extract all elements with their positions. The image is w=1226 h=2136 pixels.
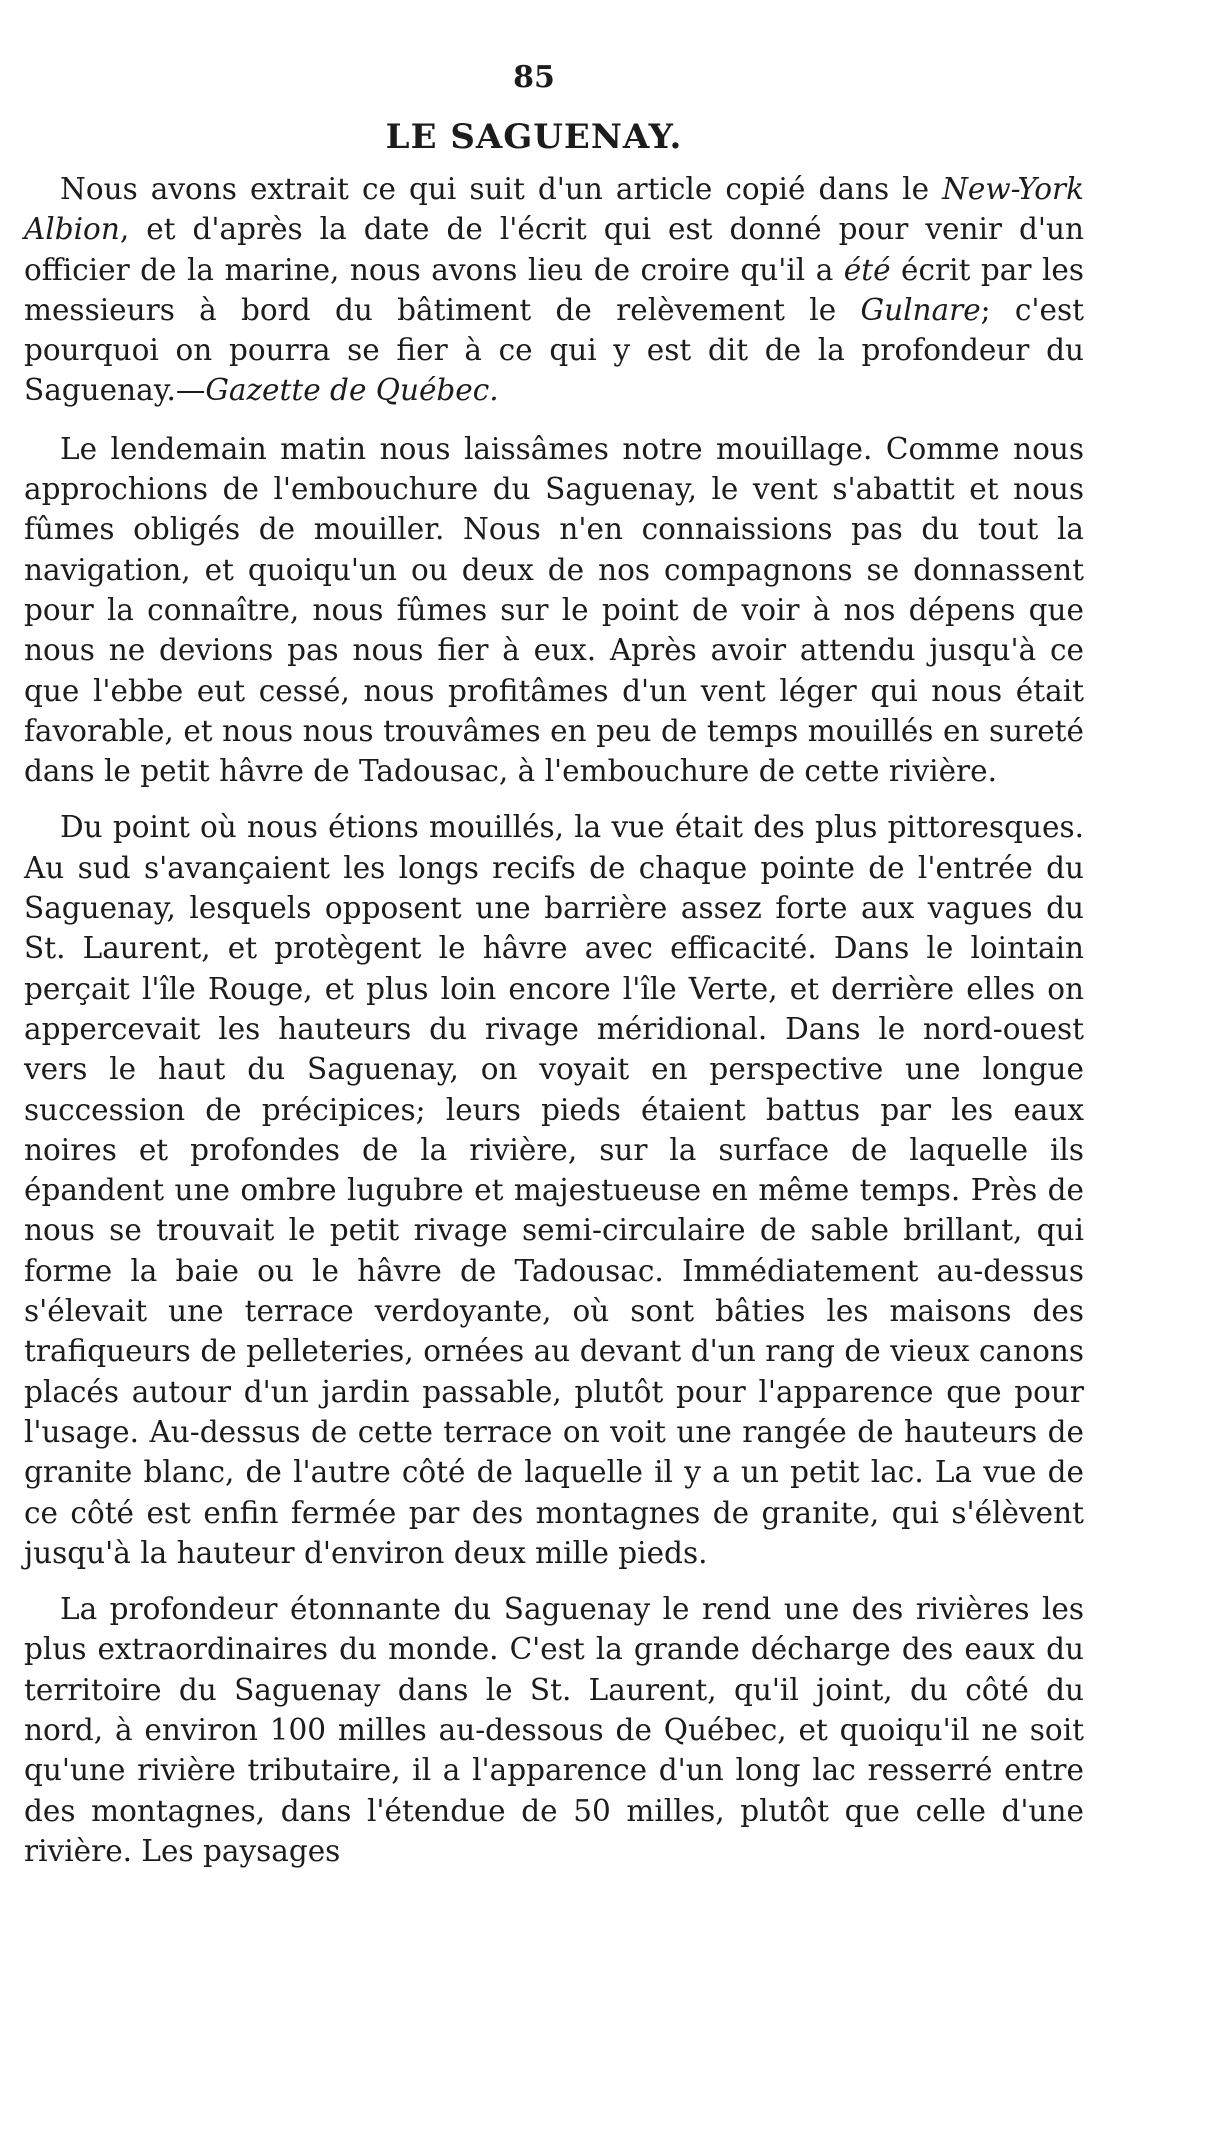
document-page xyxy=(24,60,1084,1871)
emphasis-word: été xyxy=(843,252,891,287)
intro-text-1: Nous avons extrait ce qui suit d'un article copié dans le xyxy=(60,172,943,206)
intro-text-3: écrit par les messieurs à bord du bâtiment de relèvement le xyxy=(24,252,1084,327)
page-number: 85 xyxy=(513,60,555,95)
intro-text-2: , et d'après la date de l'écrit qui est donné pour venir d'un officier de la marine, nous avons lieu de croire qu'il a xyxy=(24,212,1084,287)
article-title: LE SAGUENAY. xyxy=(385,117,683,157)
intro-paragraph xyxy=(24,169,1084,411)
body-paragraph-1: Le lendemain matin nous laissâmes notre mouillage. Comme nous approchions de l'embouchure du Saguenay, le vent s'abattit et nous fûmes obligés de mouiller. Nous n'en connaissions pas du tout la navigation, et quoiqu'un ou deux de nos compagnons se donnassent pour la connaître, nous fûmes sur le point de voir à nos dépens que nous ne devions pas nous fier à eux. Après avoir attendu jusqu'à ce que l'ebbe eut cessé, nous profitâmes d'un vent léger qui nous était favorable, et nous nous trouvâmes en peu de temps mouillés en sureté dans le petit hâvre de Tadousac, à l'embouchure de cette rivière. xyxy=(24,431,1084,789)
ship-name: Gulnare xyxy=(860,292,981,327)
source-name: New-York Albion xyxy=(24,172,1084,247)
source-credit: Gazette de Québec. xyxy=(205,373,499,408)
body-paragraph-3: La profondeur étonnante du Saguenay le rend une des rivières les plus extraordinaires du monde. C'est la grande décharge des eaux du territoire du Saguenay dans le St. Laurent, qu'il joint, du côté du nord, à environ 100 milles au-dessous de Québec, et quoiqu'il ne soit qu'une rivière tributaire, il a l'apparence d'un long lac resserré entre des montagnes, dans l'étendue de 50 milles, plutôt que celle d'une rivière. Les paysages xyxy=(24,1592,1084,1868)
intro-text-4: ; c'est pourquoi on pourra se fier à ce qui y est dit de la profondeur du Saguenay.— xyxy=(24,292,1084,408)
body-paragraph-2: Du point où nous étions mouillés, la vue était des plus pittoresques. Au sud s'avançaient les longs recifs de chaque pointe de l'entrée du Saguenay, lesquels opposent une barrière assez forte aux vagues du St. Laurent, et protègent le hâvre avec efficacité. Dans le lointain perçait l'île Rouge, et plus loin encore l'île Verte, et derrière elles on appercevait les hauteurs du rivage méridional. Dans le nord-ouest vers le haut du Saguenay, on voyait en perspective une longue succession de précipices; leurs pieds étaient battus par les eaux noires et profondes de la rivière, sur la surface de laquelle ils épandent une ombre lugubre et majestueuse en même temps. Près de nous se trouvait le petit rivage semi-circulaire de sable brillant, qui forme la baie ou le hâvre de Tadousac. Immédiatement au-dessus s'élevait une terrace verdoyante, où sont bâties les maisons des trafiqueurs de pelleteries, ornées au devant d'un rang de vieux canons placés autour d'un jardin passable, plutôt pour l'apparence que pour l'usage. Au-dessus de cette terrace on voit une rangée de hauteurs de granite blanc, de l'autre côté de laquelle il y a un petit lac. La vue de ce côté est enfin fermée par des montagnes de granite, qui s'élèvent jusqu'à la hauteur d'environ deux mille pieds. xyxy=(24,810,1084,1570)
